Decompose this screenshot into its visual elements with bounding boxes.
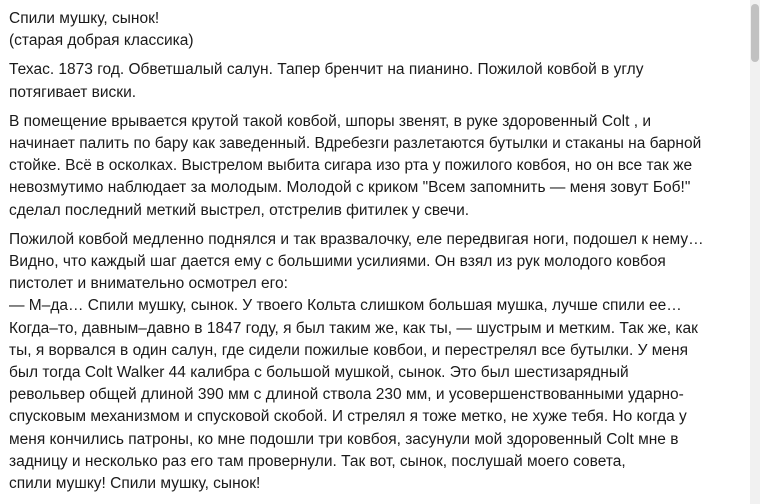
text-line: сделал последний меткий выстрел, отстрелив фитилек у свечи. — [9, 201, 470, 219]
text-line: начинает палить по бару как заведенный. Вдребезги разлетаются бутылки и стаканы на барной — [9, 135, 702, 153]
subtitle-line: (старая добрая классика) — [9, 32, 194, 50]
scrollbar-thumb[interactable] — [751, 4, 759, 62]
paragraph-1 — [9, 59, 751, 103]
text-line: Видно, что каждый шаг дается ему с большими усилиями. Он взял из рук молодого ковбоя — [9, 253, 666, 271]
text-line: стойке. Всё в осколках. Выстрелом выбита сигара изо рта у пожилого ковбоя, но он все так же — [9, 157, 693, 175]
text-line: — М–да… Спили мушку, сынок. У твоего Кольта слишком большая мушка, лучше спили ее… — [9, 297, 682, 315]
vertical-scrollbar[interactable] — [750, 0, 760, 504]
title-line: Спили мушку, сынок! — [9, 10, 160, 27]
text-line: Пожилой ковбой медленно поднялся и так вразвалочку, еле передвигая ноги, подошел к нему… — [9, 230, 704, 248]
text-line: Техас. 1873 год. Обветшалый салун. Тапер бренчит на пианино. Пожилой ковбой в углу — [9, 61, 644, 79]
paragraph-3 — [9, 229, 751, 495]
text-line: спусковым механизмом и спусковой скобой. И стрелял я тоже метко, не хуже тебя. Но когда у — [9, 408, 687, 426]
text-line: невозмутимо наблюдает за молодым. Молодой с криком "Всем запомнить — меня зовут Боб!" — [9, 179, 691, 197]
text-line: пистолет и внимательно осмотрел его: — [9, 275, 288, 293]
text-line: В помещение врывается крутой такой ковбой, шпоры звенят, в руке здоровенный Colt , и — [9, 112, 652, 130]
text-line: Когда–то, давным–давно в 1847 году, я был таким же, как ты, — шустрым и метким. Так же, как — [9, 319, 698, 337]
text-line: ты, я ворвался в один салун, где сидели пожилые ковбои, и перестрелял все бутылки. У меня — [9, 341, 688, 359]
paragraph-2 — [9, 111, 751, 222]
article-body — [9, 8, 751, 502]
text-line: задницу и несколько раз его там провернули. Так вот, сынок, послушай моего совета, — [9, 452, 626, 470]
text-line: меня кончились патроны, ко мне подошли три ковбоя, засунули мой здоровенный Colt мне в — [9, 430, 679, 448]
text-line: спили мушку! Спили мушку, сынок! — [9, 475, 261, 493]
text-line: револьвер общей длиной 390 мм с длиной ствола 230 мм, и усовершенствованными ударно- — [9, 386, 684, 404]
text-line: был тогда Colt Walker 44 калибра с большой мушкой, сынок. Это был шестизарядный — [9, 364, 629, 382]
article-title — [9, 8, 751, 52]
text-line: потягивает виски. — [9, 83, 137, 101]
